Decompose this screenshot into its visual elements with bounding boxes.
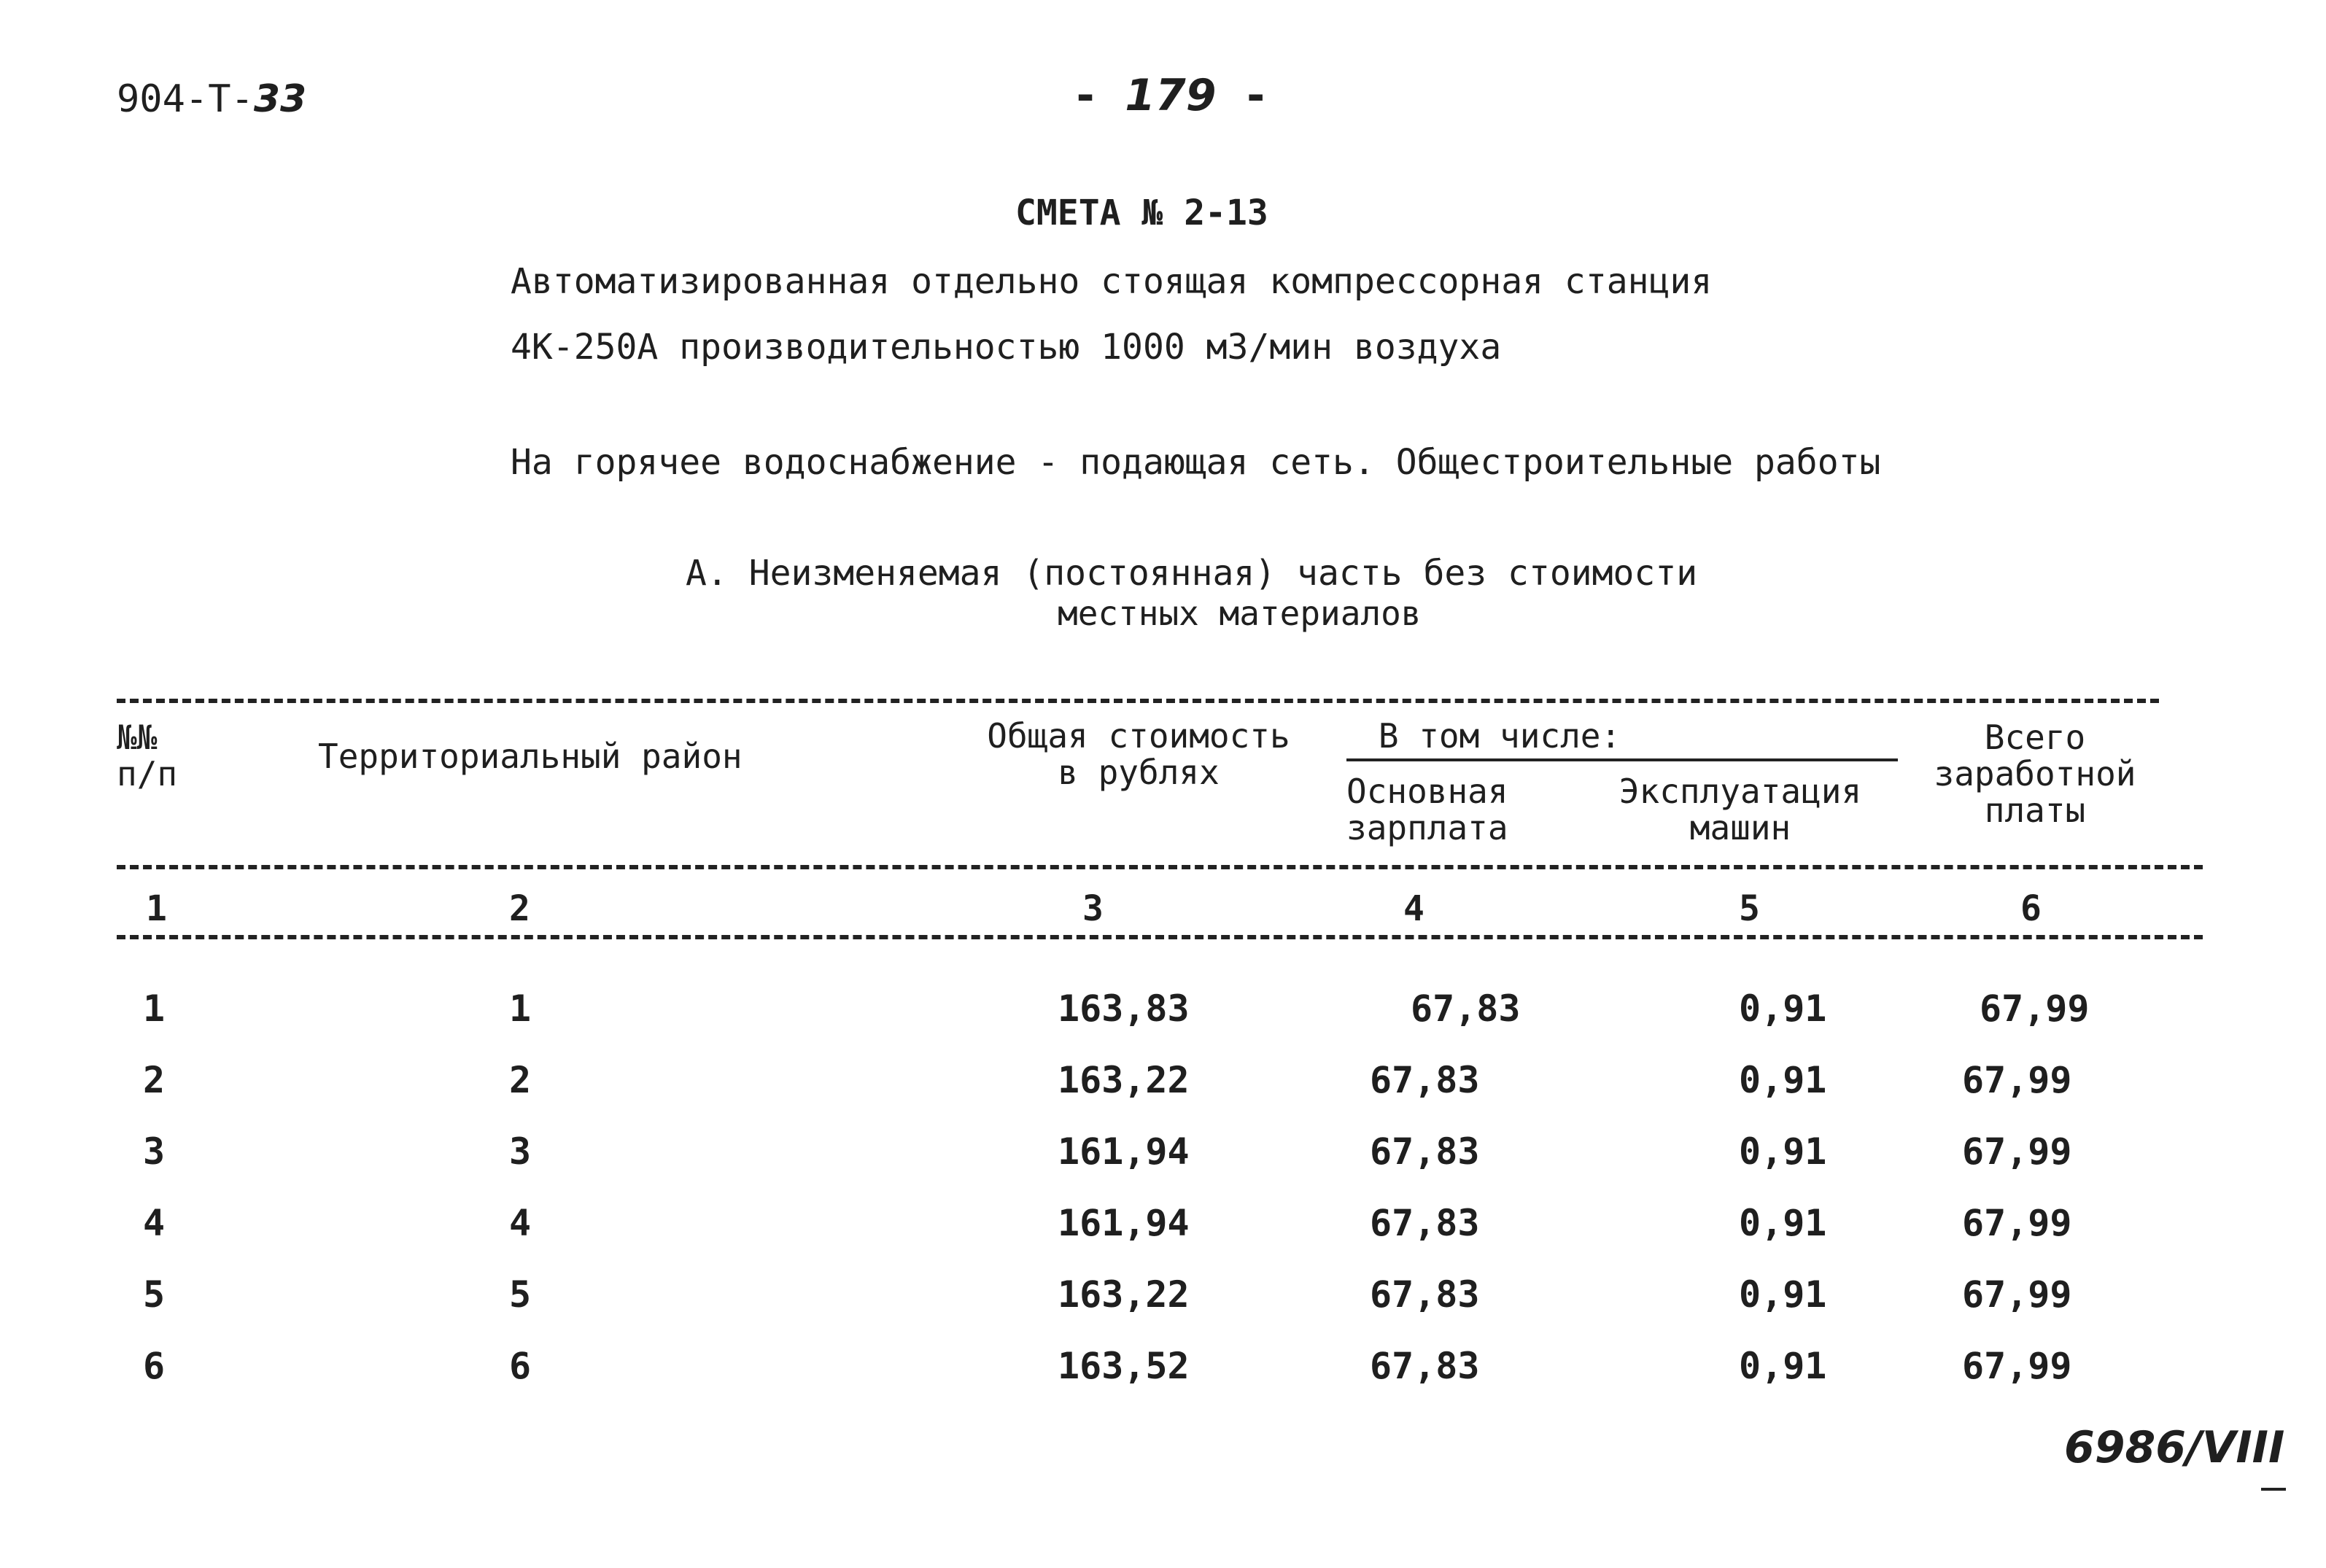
header-machines-line-1: Эксплуатация bbox=[1618, 772, 1862, 811]
cell-total: 163,22 bbox=[1058, 1273, 1190, 1316]
cell-region: 2 bbox=[509, 1059, 532, 1101]
column-number-6: 6 bbox=[2020, 888, 2042, 929]
handwritten-archive-number: 6986/VIII bbox=[2064, 1422, 2285, 1473]
cell-region: 3 bbox=[509, 1130, 532, 1173]
signature-underline bbox=[2261, 1488, 2286, 1491]
header-wages-line-3: платы bbox=[1984, 791, 2086, 830]
cell-machines: 0,91 bbox=[1739, 1273, 1827, 1316]
header-region: Территориальный район bbox=[318, 737, 743, 776]
cell-region: 1 bbox=[509, 987, 532, 1030]
cell-salary: 67,83 bbox=[1370, 1202, 1480, 1244]
header-machines bbox=[1602, 773, 1879, 846]
cell-machines: 0,91 bbox=[1739, 1059, 1827, 1101]
including-underline bbox=[1346, 758, 1898, 761]
cell-wages: 67,99 bbox=[1962, 1273, 2072, 1316]
cell-wages: 67,99 bbox=[1962, 1059, 2072, 1101]
header-salary-line-2: зарплата bbox=[1346, 808, 1508, 847]
column-number-1: 1 bbox=[146, 888, 167, 929]
cell-machines: 0,91 bbox=[1739, 987, 1827, 1030]
document-code-handwritten: 33 bbox=[253, 77, 307, 121]
cell-total: 163,83 bbox=[1058, 987, 1190, 1030]
header-num bbox=[117, 719, 177, 792]
cell-total: 163,52 bbox=[1058, 1345, 1190, 1387]
column-number-2: 2 bbox=[509, 888, 530, 929]
subtitle-line-2: 4К-250А производительностью 1000 м3/мин воздуха bbox=[511, 327, 1502, 368]
cell-num: 6 bbox=[143, 1345, 166, 1387]
table-colnum-rule bbox=[117, 935, 2203, 939]
cell-num: 4 bbox=[143, 1202, 166, 1244]
page-number bbox=[1072, 70, 1269, 121]
cell-num: 5 bbox=[143, 1273, 166, 1316]
header-total-line-1: Общая стоимость bbox=[987, 716, 1290, 756]
column-number-4: 4 bbox=[1403, 888, 1424, 929]
cell-total: 163,22 bbox=[1058, 1059, 1190, 1101]
header-including: В том числе: bbox=[1378, 716, 1621, 756]
document-code-prefix: 904-Т- bbox=[117, 77, 254, 121]
page-number-value: 179 bbox=[1125, 70, 1217, 121]
section-title-line-1: А. Неизменяемая (постоянная) часть без стоимости bbox=[686, 553, 1698, 594]
header-num-line-2: п/п bbox=[117, 754, 178, 793]
subtitle-line-1: Автоматизированная отдельно стоящая компрессорная станция bbox=[511, 261, 1713, 302]
cell-machines: 0,91 bbox=[1739, 1345, 1827, 1387]
page-dash-left: - bbox=[1072, 70, 1099, 121]
cell-salary: 67,83 bbox=[1370, 1345, 1480, 1387]
cell-num: 2 bbox=[143, 1059, 166, 1101]
header-total-line-2: в рублях bbox=[1058, 753, 1220, 792]
column-number-3: 3 bbox=[1082, 888, 1104, 929]
header-total bbox=[967, 718, 1310, 791]
cell-region: 6 bbox=[509, 1345, 532, 1387]
header-machines-line-2: машин bbox=[1689, 808, 1791, 847]
cell-salary: 67,83 bbox=[1370, 1273, 1480, 1316]
cell-wages: 67,99 bbox=[1962, 1130, 2072, 1173]
table-top-rule bbox=[117, 699, 2159, 703]
cell-machines: 0,91 bbox=[1739, 1130, 1827, 1173]
header-wages bbox=[1926, 719, 2144, 828]
cell-region: 4 bbox=[509, 1202, 532, 1244]
header-salary bbox=[1346, 773, 1508, 846]
cell-total: 161,94 bbox=[1058, 1130, 1190, 1173]
cell-total: 161,94 bbox=[1058, 1202, 1190, 1244]
table-header-rule bbox=[117, 865, 2203, 869]
header-wages-line-2: заработной bbox=[1934, 754, 2136, 793]
subtitle-line-3: На горячее водоснабжение - подающая сеть. Общестроительные работы bbox=[511, 442, 1881, 483]
header-salary-line-1: Основная bbox=[1346, 772, 1508, 811]
estimate-title: СМЕТА № 2-13 bbox=[1015, 193, 1268, 233]
cell-salary: 67,83 bbox=[1411, 987, 1521, 1030]
cell-num: 3 bbox=[143, 1130, 166, 1173]
cell-num: 1 bbox=[143, 987, 166, 1030]
cell-region: 5 bbox=[509, 1273, 532, 1316]
cell-wages: 67,99 bbox=[1962, 1202, 2072, 1244]
cell-salary: 67,83 bbox=[1370, 1130, 1480, 1173]
document-code bbox=[117, 77, 306, 121]
header-wages-line-1: Всего bbox=[1984, 718, 2086, 757]
cell-salary: 67,83 bbox=[1370, 1059, 1480, 1101]
cell-wages: 67,99 bbox=[1980, 987, 2090, 1030]
cell-wages: 67,99 bbox=[1962, 1345, 2072, 1387]
column-number-5: 5 bbox=[1739, 888, 1760, 929]
page-dash-right: - bbox=[1242, 70, 1269, 121]
cell-machines: 0,91 bbox=[1739, 1202, 1827, 1244]
section-title-line-2: местных материалов bbox=[1058, 594, 1422, 633]
header-num-line-1: №№ bbox=[117, 718, 158, 757]
